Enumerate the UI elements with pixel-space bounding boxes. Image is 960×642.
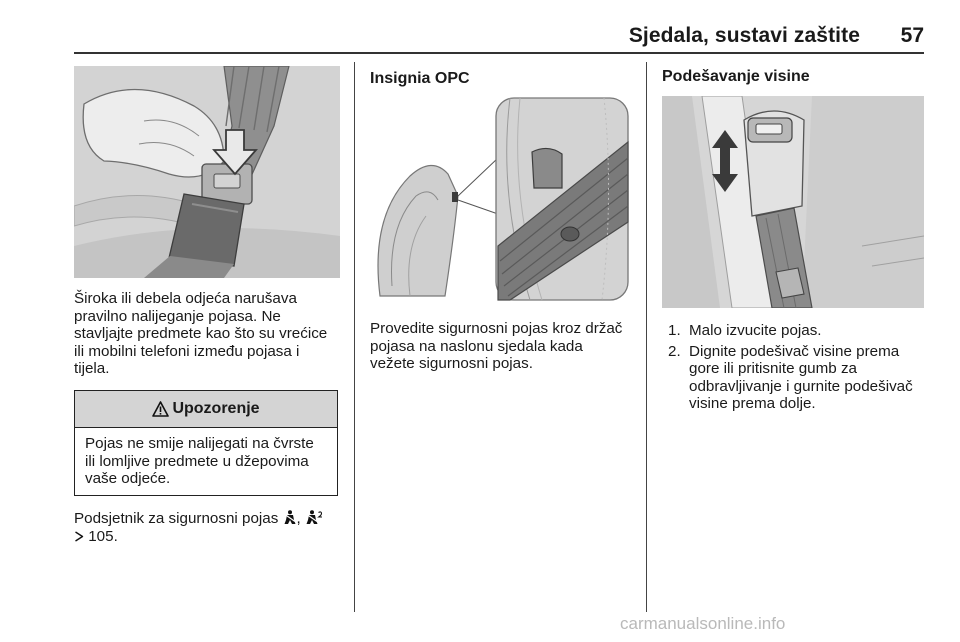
page-header-title: Sjedala, sustavi zaštite xyxy=(628,24,860,47)
page-reference-arrow-icon xyxy=(74,531,84,542)
text-line: Pojas ne smije nalijegati na čvrste xyxy=(85,435,314,452)
text-line: Široka ili debela odjeća narušava xyxy=(74,290,297,307)
text-line: tijela. xyxy=(74,360,110,378)
text-line: vežete sigurnosni pojas. xyxy=(370,355,533,373)
warning-box xyxy=(74,390,338,496)
reminder-page-ref[interactable]: 105. xyxy=(88,527,118,545)
column-divider-1 xyxy=(354,62,355,612)
warning-header xyxy=(75,391,337,428)
step-item xyxy=(668,322,938,340)
insignia-opc-title: Insignia OPC xyxy=(370,70,470,87)
reminder-separator: , xyxy=(296,510,301,527)
step-number: 2. xyxy=(668,342,681,360)
page-number: 57 xyxy=(900,24,924,47)
text-line: visine prema dolje. xyxy=(689,395,816,413)
text-line: Malo izvucite pojas. xyxy=(689,322,822,339)
text-line: Provedite sigurnosni pojas kroz držač xyxy=(370,320,623,337)
height-adjustment-title: Podešavanje visine xyxy=(662,68,810,85)
column-divider-2 xyxy=(646,62,647,612)
column1-paragraph xyxy=(74,290,344,378)
text-line: vaše odjeće. xyxy=(85,470,171,488)
height-adjuster-illustration xyxy=(662,96,924,308)
text-line: pravilno nalijeganje pojasa. Ne xyxy=(74,307,281,325)
seatbelt-reminder-rear-icon xyxy=(305,510,323,525)
warning-triangle-icon xyxy=(152,401,169,417)
warning-text xyxy=(85,435,335,488)
height-adjustment-steps xyxy=(668,322,938,416)
text-line: gore ili pritisnite gumb za xyxy=(689,360,857,378)
warning-title: Upozorenje xyxy=(172,400,260,417)
column2-paragraph xyxy=(370,320,645,373)
text-line: Dignite podešivač visine prema xyxy=(689,342,900,360)
watermark: carmanualsonline.info xyxy=(620,614,786,633)
header-rule xyxy=(74,52,924,54)
step-item xyxy=(668,343,938,413)
seatbelt-reminder-icon xyxy=(283,510,297,525)
text-line: ili lomljive predmete u džepovima xyxy=(85,452,309,470)
text-line: odbravljivanje i gurnite podešivač xyxy=(689,377,913,395)
text-line: stavljajte predmete kao što su vrećice xyxy=(74,325,328,343)
text-line: ili mobilni telefoni između pojasa i xyxy=(74,342,300,360)
seat-belt-guide-illustration xyxy=(370,96,630,302)
text-line: pojasa na naslonu sjedala kada xyxy=(370,337,583,355)
seatbelt-reminder-reference xyxy=(74,510,349,545)
seatbelt-buckle-illustration xyxy=(74,66,340,278)
step-number: 1. xyxy=(668,322,681,339)
reminder-text: Podsjetnik za sigurnosni pojas xyxy=(74,510,279,527)
